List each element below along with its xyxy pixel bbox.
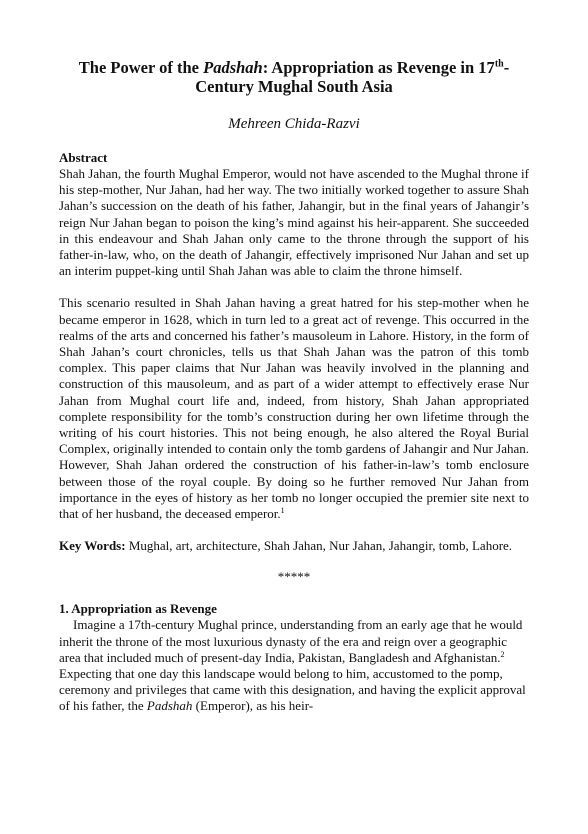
abstract-paragraph-1: Shah Jahan, the fourth Mughal Emperor, would not have ascended to the Mughal throne if his step-mother, Nur Jahan, had her way. The two initially worked together to assure Shah Jahan’s succession on the death of his father, Jahangir, but in the final years of Jahangir’s reign Nur Jahan began to poison the king’s mind against his heir-apparent. She succeeded in this endeavour and Shah Jahan only came to the throne through the support of his father-in-law, who, on the death of Jahangir, effectively imprisoned Nur Jahan and set up an interim puppet-king until Shah Jahan was able to claim the throne himself.	[59, 166, 529, 279]
keywords-label: Key Words:	[59, 538, 126, 554]
footnote-ref[interactable]: 1	[280, 506, 285, 516]
section-heading: 1. Appropriation as Revenge	[59, 601, 217, 617]
keywords	[59, 538, 529, 554]
section-italic-term: Padshah	[146, 698, 193, 714]
title-superscript: th	[494, 58, 504, 70]
abstract-paragraph-2	[59, 295, 529, 522]
abstract-heading: Abstract	[59, 150, 108, 165]
section-separator: *****	[277, 569, 311, 585]
title-italic-term: Padshah	[203, 58, 263, 77]
abstract-paragraph-2-text: This scenario resulted in Shah Jahan having a great hatred for his step-mother when he became emperor in 1628, which in turn led to a great act of revenge. This occurred in the realms of the arts and concerned his father’s mausoleum in Lahore. History, in the form of Shah Jahan’s court chronicles, tells us that Shah Jahan was the patron of this tomb complex. This paper claims that Nur Jahan was heavily involved in the planning and construction of this mausoleum, and as part of a wider attempt to effectively erase Nur Jahan from Mughal court life and, indeed, from history, Shah Jahan appropriated complete responsibility for the tomb’s construction during her own lifetime through the writing of his court histories. This not being enough, he also altered the Royal Burial Complex, originally intended to contain only the tomb gardens of Jahangir and Nur Jahan. However, Shah Jahan ordered the construction of his father-in-law’s tomb enclosure between those of the royal couple. By doing so he further removed Nur Jahan from importance in the eyes of history as her tomb no longer occupied the premier site next to that of her husband, the deceased emperor.	[59, 295, 529, 522]
section-text: Expecting that one day this landscape would belong to him, accustomed to the pomp, ceremony and privileges that came with this designation, and having the explicit approval of his father, the	[59, 666, 526, 714]
title-text: : Appropriation as Revenge in 17	[262, 58, 495, 77]
section-paragraph	[59, 617, 529, 714]
section-text: Imagine a 17th-century Mughal prince, understanding from an early age that he would inherit the throne of the most luxurious dynasty of the era and reign over a geographic area that included much of present-day India, Pakistan, Bangladesh and Afghanistan.	[59, 617, 523, 665]
author-name: Mehreen Chida-Razvi	[228, 116, 360, 132]
paper-title	[59, 58, 529, 96]
title-text: -Century Mughal South Asia	[195, 58, 510, 96]
paper-page	[59, 58, 529, 715]
footnote-ref[interactable]: 2	[500, 649, 505, 659]
section-text: (Emperor), as his heir-	[192, 698, 314, 714]
keywords-text: Mughal, art, architecture, Shah Jahan, Nur Jahan, Jahangir, tomb, Lahore.	[125, 538, 513, 554]
title-text: The Power of the	[78, 58, 204, 77]
